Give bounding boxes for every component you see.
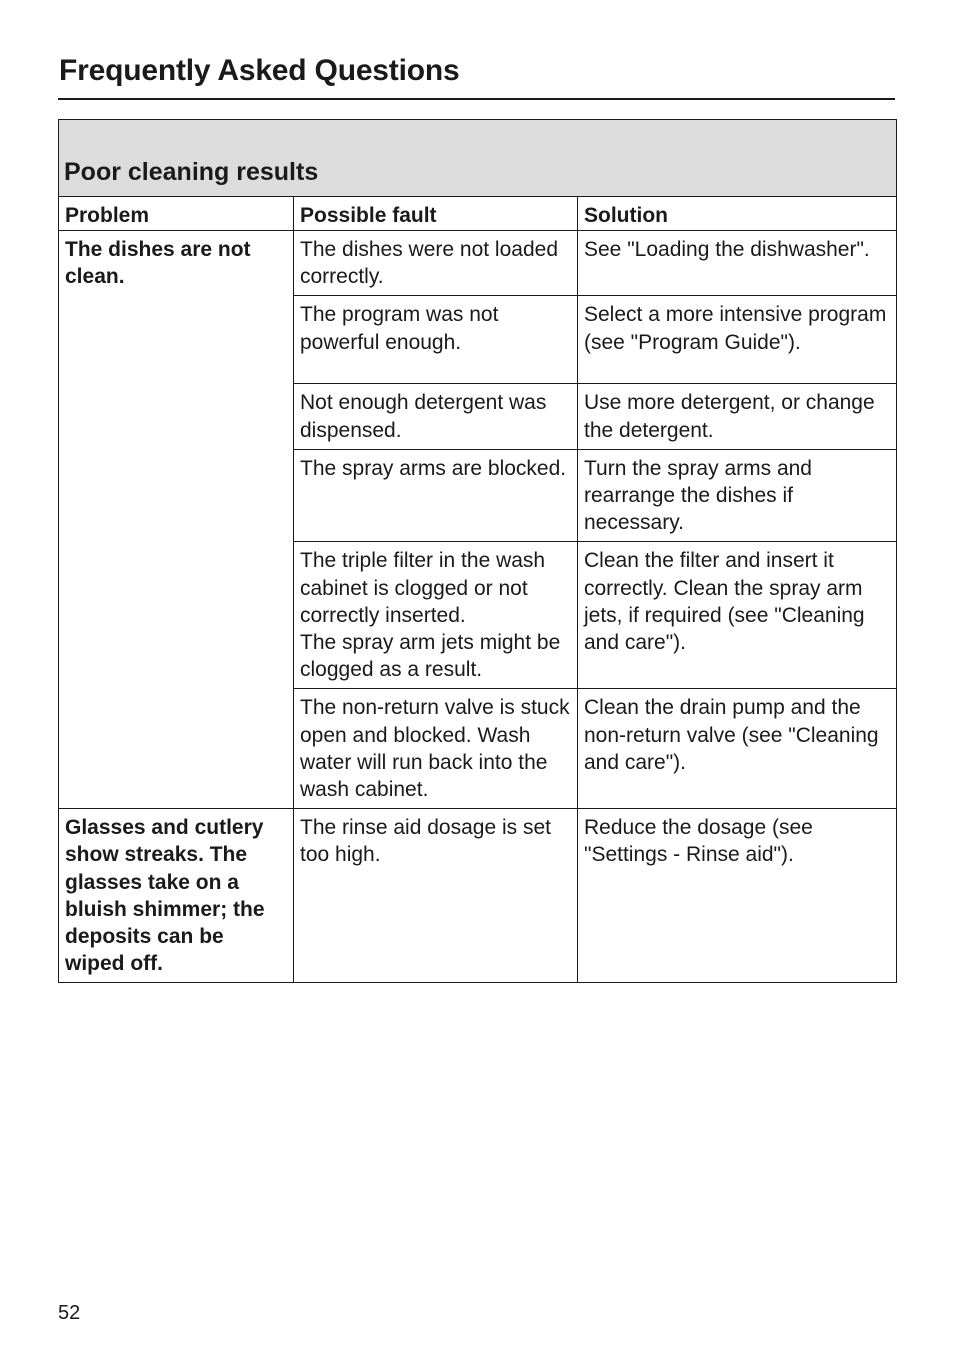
column-header-fault: Possible fault <box>294 197 578 231</box>
solution-cell: See "Loading the dishwasher". <box>578 231 897 296</box>
solution-cell: Use more detergent, or change the detergent. <box>578 384 897 449</box>
problem-cell: The dishes are not clean. <box>59 231 294 809</box>
fault-cell: The non-return valve is stuck open and blocked. Wash water will run back into the wash cabinet. <box>294 689 578 809</box>
table-row <box>59 809 897 983</box>
faq-table <box>58 119 897 983</box>
solution-cell: Clean the drain pump and the non-return valve (see "Cleaning and care"). <box>578 689 897 809</box>
solution-cell: Clean the filter and insert it correctly. Clean the spray arm jets, if required (see "Cleaning and care"). <box>578 542 897 689</box>
solution-cell: Reduce the dosage (see "Settings - Rinse aid"). <box>578 809 897 983</box>
fault-cell: The triple filter in the wash cabinet is clogged or not correctly inserted. The spray arm jets might be clogged as a result. <box>294 542 578 689</box>
column-header-problem: Problem <box>59 197 294 231</box>
problem-cell: Glasses and cutlery show streaks. The glasses take on a bluish shimmer; the deposits can be wiped off. <box>59 809 294 983</box>
page-title: Frequently Asked Questions <box>59 54 460 87</box>
fault-cell: Not enough detergent was dispensed. <box>294 384 578 449</box>
column-header-row <box>59 197 897 231</box>
solution-cell: Select a more intensive program (see "Program Guide"). <box>578 296 897 384</box>
fault-cell: The rinse aid dosage is set too high. <box>294 809 578 983</box>
section-header <box>59 120 897 197</box>
page-number: 52 <box>58 1302 81 1324</box>
table-row <box>59 231 897 296</box>
fault-cell: The dishes were not loaded correctly. <box>294 231 578 296</box>
fault-cell: The spray arms are blocked. <box>294 449 578 542</box>
section-title: Poor cleaning results <box>64 158 319 186</box>
title-divider <box>58 98 895 100</box>
solution-cell: Turn the spray arms and rearrange the dishes if necessary. <box>578 449 897 542</box>
column-header-solution: Solution <box>578 197 897 231</box>
fault-cell: The program was not powerful enough. <box>294 296 578 384</box>
